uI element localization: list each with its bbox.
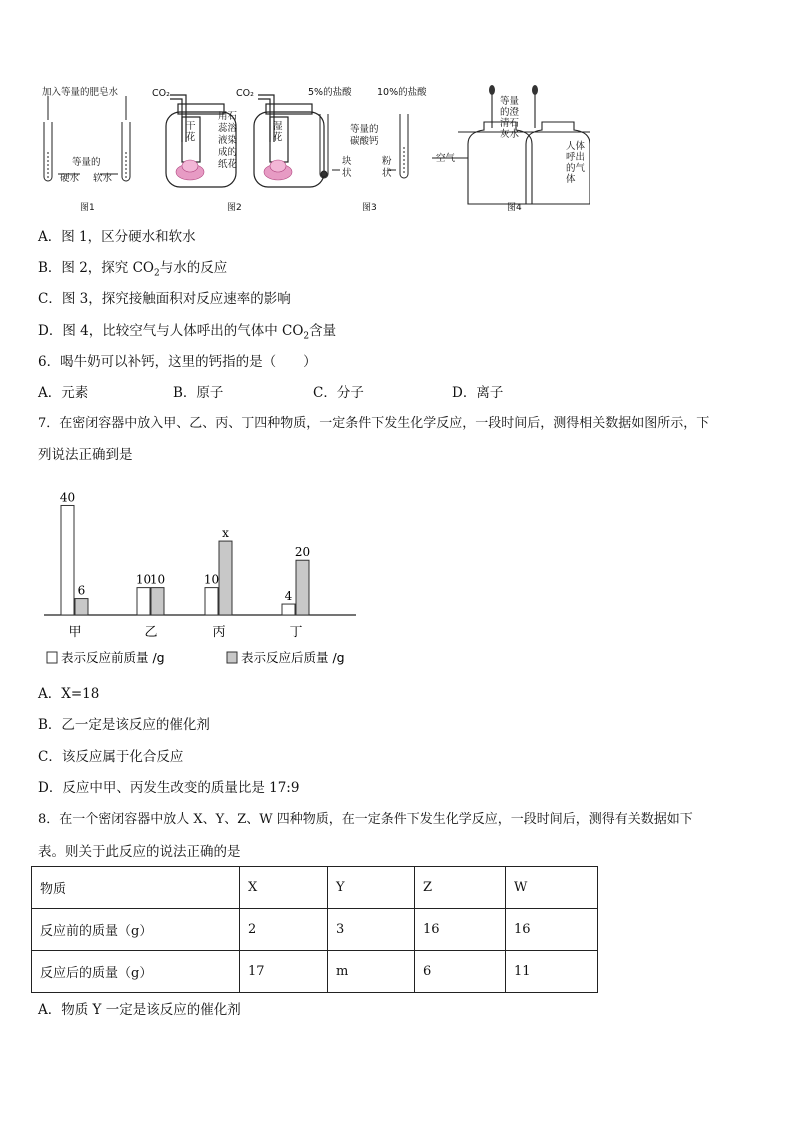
q7-stem-line1: 7．在密闭容器中放入甲、乙、丙、丁四种物质，一定条件下发生化学反应，一段时间后，测得相关数据如图所示，下: [38, 416, 710, 431]
q5-d-sub: 2: [303, 331, 310, 342]
q5-option-c[interactable]: C．图 3，探究接触面积对反应速率的影响: [38, 291, 291, 307]
table-cell: 16: [506, 909, 598, 951]
q8-option-a[interactable]: A．物质 Y 一定是该反应的催化剂: [38, 1002, 241, 1018]
table-cell: W: [506, 867, 598, 909]
fig3-state-char: 状: [382, 168, 392, 179]
fig1-test-tubes: [44, 96, 130, 181]
q7-option-c[interactable]: C．该反应属于化合反应: [38, 749, 184, 765]
data-label: 40: [59, 490, 76, 505]
fig3-caption: 图3: [362, 203, 377, 213]
legend-swatch-after: [227, 652, 237, 663]
fig2-right-flower: 湿花: [273, 121, 283, 143]
category-label: 丁: [289, 625, 303, 640]
fig4-dropper-text: [500, 96, 519, 140]
table-cell: m: [328, 951, 415, 993]
q8-mass-table: [31, 866, 598, 993]
fig3-right-state: [382, 156, 392, 180]
fig4-label-line: 人体: [566, 141, 586, 152]
fig2-left-flower: 干花: [186, 121, 196, 143]
fig3-state-char: 块: [342, 156, 352, 167]
fig1-top-text: 加入等量的肥皂水: [42, 87, 119, 98]
table-cell: 反应前的质量（g）: [32, 909, 240, 951]
q6-stem: 6．喝牛奶可以补钙，这里的钙指的是（ ）: [38, 354, 317, 370]
category-label: 乙: [144, 625, 158, 640]
bar: [61, 505, 74, 615]
fig1-mid-text: 等量的: [72, 157, 101, 168]
legend-swatch-before: [47, 652, 57, 663]
legend-label: 表示反应前质量 /g: [61, 650, 165, 665]
table-cell: 反应后的质量（g）: [32, 951, 240, 993]
fig4-label-line: 的气: [566, 163, 586, 174]
table-row: [32, 867, 598, 909]
category-label: 甲: [68, 625, 82, 640]
q7-option-b[interactable]: B．乙一定是该反应的催化剂: [38, 717, 210, 733]
bar: [137, 588, 150, 615]
fig4-text-line: 清石: [500, 118, 520, 129]
fig3-middle-text: [350, 124, 379, 148]
q8-stem-line2: 表。则关于此反应的说法正确的是: [38, 844, 241, 860]
fig2-text-line: 纸花: [218, 159, 238, 170]
table-cell: 17: [240, 951, 328, 993]
q6-option-c[interactable]: C．分子: [313, 385, 364, 401]
fig3-text-line: 碳酸钙: [350, 136, 379, 147]
q5-d-prefix: D．图 4，比较空气与人体呼出的气体中 CO: [38, 323, 304, 339]
fig2-text-line: 蕊溶: [218, 123, 238, 134]
q5-option-b[interactable]: [38, 259, 227, 283]
fig4-label-line: 体: [566, 174, 576, 185]
fig2-co2-left: CO₂: [152, 88, 170, 99]
fig4-caption: 图4: [507, 203, 522, 213]
fig4-right-label: [566, 141, 585, 185]
q7-stem-line2: 列说法正确到是: [38, 447, 133, 463]
table-cell: 物质: [32, 867, 240, 909]
fig2-text-line: 用石: [218, 111, 238, 122]
fig3-text-line: 等量的: [350, 124, 379, 135]
fig4-left-label: 空气: [436, 153, 456, 164]
data-label: 10: [203, 572, 220, 587]
q5-b-sub: 2: [154, 268, 160, 279]
dropper-icon: [489, 85, 538, 95]
data-label: 20: [294, 545, 311, 560]
table-cell: 11: [506, 951, 598, 993]
q5-option-d[interactable]: [38, 322, 336, 346]
mass-bar-chart: [30, 478, 370, 673]
data-label: 4: [284, 589, 293, 604]
data-label: x: [222, 526, 229, 541]
fig2-text-line: 液染: [218, 135, 238, 146]
fig2-middle-text: [218, 111, 237, 171]
legend-label: 表示反应后质量 /g: [241, 650, 345, 665]
data-label: 10: [149, 572, 166, 587]
table-cell: 3: [328, 909, 415, 951]
fig2-text-line: 成的: [218, 147, 238, 158]
fig3-state-char: 粉: [382, 156, 392, 167]
table-cell: 6: [415, 951, 506, 993]
q5-option-a[interactable]: A．图 1，区分硬水和软水: [38, 229, 196, 245]
table-cell: X: [240, 867, 328, 909]
table-cell: Z: [415, 867, 506, 909]
fig1-caption: 图1: [80, 203, 95, 213]
category-label: 丙: [212, 625, 226, 640]
table-row: [32, 909, 598, 951]
fig2-caption: 图2: [227, 203, 242, 213]
fig3-left-state: [342, 156, 352, 180]
q5-b-prefix: B．图 2，探究 CO: [38, 260, 154, 276]
fig4-label-line: 呼出: [566, 152, 586, 163]
fig4-text-line: 的澄: [500, 107, 520, 118]
fig2-co2-right: CO₂: [236, 88, 254, 99]
q5-b-suffix: 与水的反应: [159, 260, 228, 276]
bar: [219, 541, 232, 615]
data-label: 10: [135, 572, 152, 587]
bar: [282, 604, 295, 615]
fig1-left-label: 硬水: [60, 173, 80, 184]
fig3-left-acid: 5%的盐酸: [308, 87, 352, 98]
q5-d-suffix: 含量: [309, 323, 337, 339]
bar: [205, 588, 218, 615]
table-cell: Y: [328, 867, 415, 909]
q7-option-d[interactable]: D．反应中甲、丙发生改变的质量比是 17:9: [38, 780, 300, 796]
fig4-text-line: 等量: [500, 96, 520, 107]
q6-option-b[interactable]: B．原子: [173, 385, 224, 401]
q6-option-a[interactable]: A．元素: [38, 385, 89, 401]
fig3-right-acid: 10%的盐酸: [377, 87, 427, 98]
q8-stem-line1: 8．在一个密闭容器中放人 X、Y、Z、W 四种物质，在一定条件下发生化学反应，一段时间后，测得有关数据如下: [38, 812, 693, 827]
bar: [75, 599, 88, 615]
fig1-right-label: 软水: [93, 173, 113, 184]
q7-option-a[interactable]: A．X=18: [38, 686, 100, 702]
table-row: [32, 951, 598, 993]
table-cell: 2: [240, 909, 328, 951]
data-label: 6: [77, 583, 86, 598]
bar: [151, 588, 164, 615]
q6-option-d[interactable]: D．离子: [452, 385, 504, 401]
fig4-text-line: 灰水: [500, 129, 520, 140]
bar: [296, 560, 309, 615]
table-cell: 16: [415, 909, 506, 951]
fig3-state-char: 状: [342, 168, 352, 179]
